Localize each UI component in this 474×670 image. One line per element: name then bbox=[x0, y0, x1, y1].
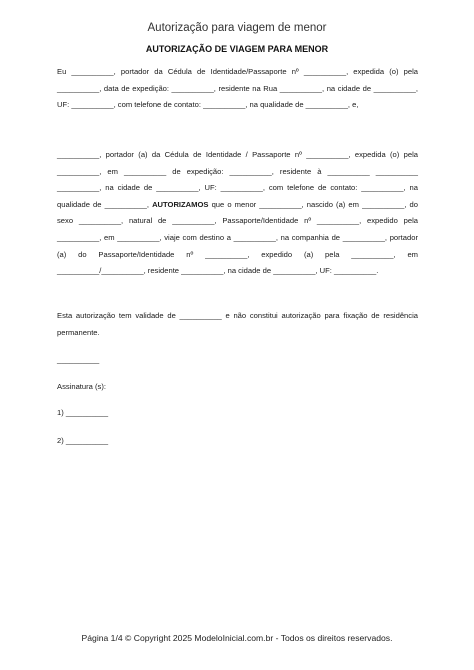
date-place-blank: __________ bbox=[57, 355, 100, 364]
signature-label: Assinatura (s): bbox=[57, 382, 106, 391]
signature-line-1: 1) __________ bbox=[57, 408, 109, 417]
paragraph-2-text-end: que o menor __________, nascido (a) em __________, do sexo __________, natural de __________, Passaporte/Identidade nº __________, expedido pela __________, em __________, viaje com destino a __________, na companhia de __________, portador (a) do Passaporte/Identidade nº __________, expedido (a) pela __________, em __________/__________, residente __________, na cidade de __________, UF: __________. bbox=[57, 199, 418, 276]
paragraph-guardian-1: Eu __________, portador da Cédula de Identidade/Passaporte nº __________, expedida (o) pela __________, data de expedição: __________, residente na Rua __________, na cidade de __________, UF: __________, com telefone de contato: __________, na qualidade de __________, e, bbox=[57, 67, 418, 110]
page-footer: Página 1/4 © Copyright 2025 ModeloInicial.com.br - Todos os direitos reservados. bbox=[81, 633, 393, 643]
authorize-keyword: AUTORIZAMOS bbox=[152, 199, 209, 209]
paragraph-validity: Esta autorização tem validade de __________ e não constitui autorização para fixação de residência permanente. bbox=[57, 311, 418, 337]
page-header-title: Autorização para viagem de menor bbox=[147, 22, 327, 34]
signature-line-2: 2) __________ bbox=[57, 436, 109, 445]
paragraph-2-text-start: __________, portador (a) da Cédula de Identidade / Passaporte nº __________, expedida (o) pela __________, em __________ de expedição: __________, residente à __________ __________ __________, na cidade de __________, UF: __________, com telefone de contato: __________, na qualidade de __________, bbox=[57, 150, 418, 209]
document-title: AUTORIZAÇÃO DE VIAGEM PARA MENOR bbox=[145, 44, 329, 54]
paragraph-guardian-2-authorization bbox=[57, 147, 418, 280]
